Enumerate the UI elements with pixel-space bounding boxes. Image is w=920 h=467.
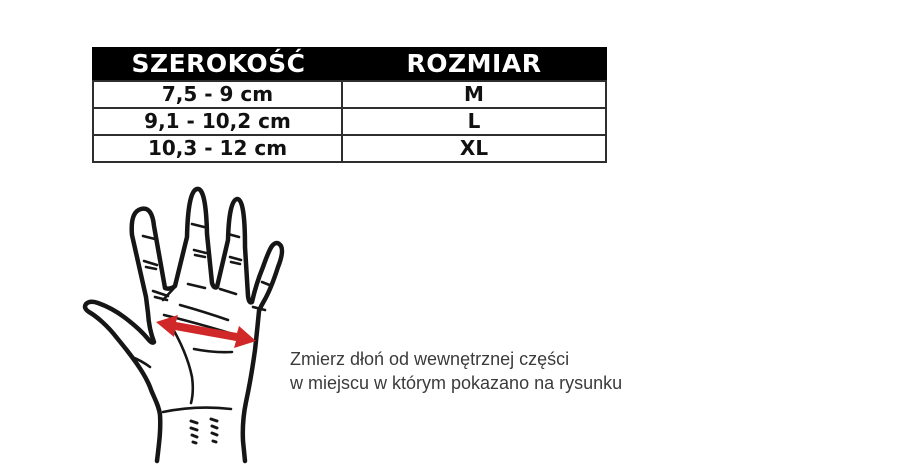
measurement-instruction [290, 347, 622, 395]
size-cell: XL [459, 136, 489, 160]
col-header-size: ROZMIAR [406, 49, 542, 78]
instruction-line-2: w miejscu w którym pokazano na rysunku [290, 373, 623, 393]
col-header-width: SZEROKOŚĆ [131, 49, 306, 78]
width-range-cell: 10,3 - 12 cm [94, 136, 343, 161]
width-range-cell: 7,5 - 9 cm [94, 82, 343, 107]
instruction-line-1: Zmierz dłoń od wewnętrznej części [290, 349, 570, 369]
size-cell: L [467, 109, 481, 133]
size-cell: M [464, 82, 484, 106]
width-range-cell: 9,1 - 10,2 cm [94, 109, 343, 134]
